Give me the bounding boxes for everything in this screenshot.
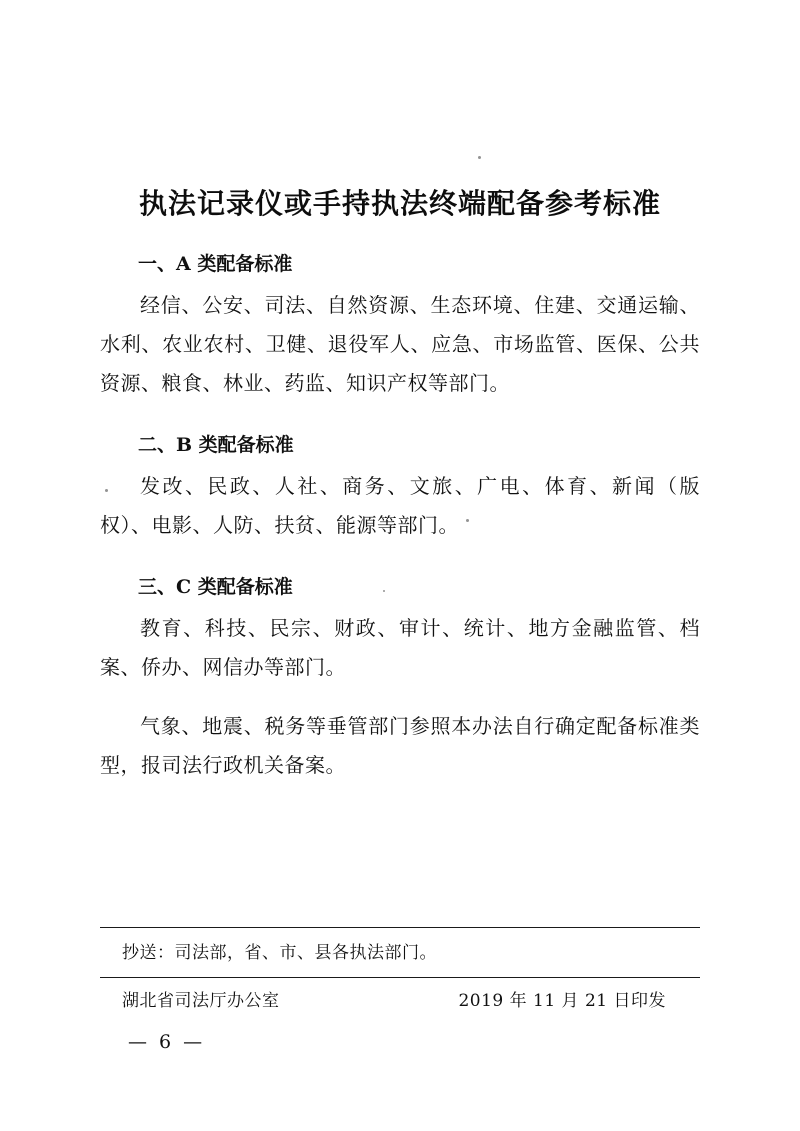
footer-issuer-row <box>100 986 700 1011</box>
scan-speckle <box>383 590 385 592</box>
footer-divider-bottom <box>100 977 700 978</box>
scan-speckle <box>466 519 469 522</box>
section-body-b: 发改、民政、人社、商务、文旅、广电、体育、新闻（版权）、电影、人防、扶贫、能源等部门。 <box>100 474 700 538</box>
scan-speckle <box>105 489 108 492</box>
section-body-a: 经信、公安、司法、自然资源、生态环境、住建、交通运输、水利、农业农村、卫健、退役军人、应急、市场监管、医保、公共资源、粮食、林业、药监、知识产权等部门。 <box>100 293 700 396</box>
footer-date: 2019 年 11 月 21 日印发 <box>458 991 666 1011</box>
footer-issuer: 湖北省司法厅办公室 <box>122 991 280 1011</box>
page-title: 执法记录仪或手持执法终端配备参考标准 <box>138 187 661 220</box>
section-heading-b: 二、B 类配备标准 <box>138 434 294 457</box>
section-heading-c: 三、C 类配备标准 <box>138 576 293 599</box>
closing-paragraph: 气象、地震、税务等垂管部门参照本办法自行确定配备标准类型，报司法行政机关备案。 <box>100 714 700 778</box>
document-footer <box>100 927 700 1053</box>
page-number: — 6 — <box>128 1031 206 1053</box>
section-heading-a: 一、A 类配备标准 <box>138 253 293 275</box>
scan-speckle <box>478 156 481 159</box>
section-body-c: 教育、科技、民宗、财政、审计、统计、地方金融监管、档案、侨办、网信办等部门。 <box>100 616 700 680</box>
footer-cc-line: 抄送：司法部，省、市、县各执法部门。 <box>122 943 437 964</box>
footer-divider-top <box>100 927 700 928</box>
